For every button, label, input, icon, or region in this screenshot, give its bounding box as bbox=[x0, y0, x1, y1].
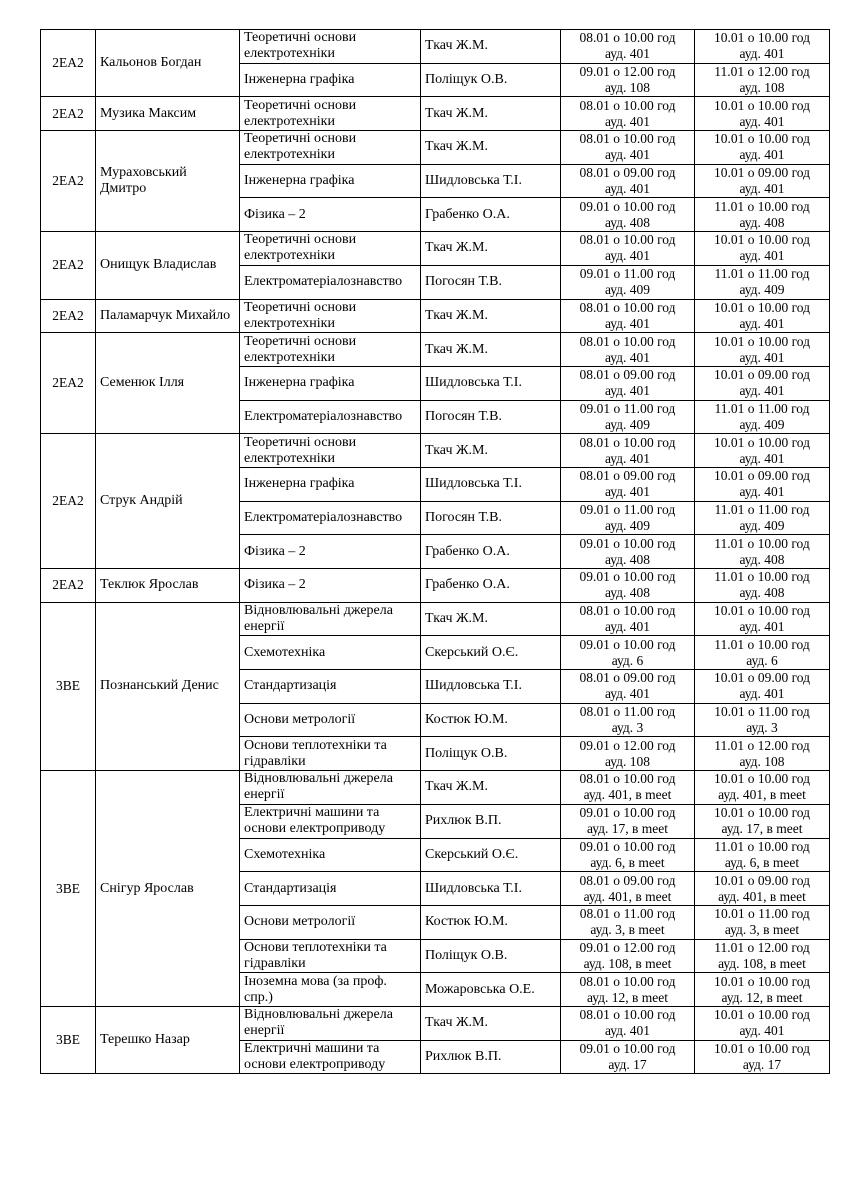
room-line: ауд. 401 bbox=[739, 248, 785, 264]
exam-date-cell bbox=[561, 164, 695, 198]
retake-date-cell bbox=[695, 872, 830, 906]
date-time-line: 10.01 о 10.00 год bbox=[713, 434, 811, 450]
subject-cell: Теоретичні основи електротехніки bbox=[240, 97, 421, 131]
teacher-cell: Погосян Т.В. bbox=[421, 265, 561, 299]
exam-date-cell bbox=[561, 97, 695, 131]
teacher-cell: Погосян Т.В. bbox=[421, 501, 561, 535]
teacher-cell: Костюк Ю.М. bbox=[421, 703, 561, 737]
room-line: ауд. 401 bbox=[739, 619, 785, 635]
date-time-line: 08.01 о 10.00 год bbox=[579, 232, 676, 248]
group-cell: 2ЕА2 bbox=[41, 569, 96, 603]
exam-date-cell bbox=[561, 63, 695, 97]
teacher-cell: Ткач Ж.М. bbox=[421, 602, 561, 636]
retake-date-cell bbox=[695, 771, 830, 805]
date-time-line: 08.01 о 09.00 год bbox=[579, 367, 676, 383]
date-time-line: 11.01 о 11.00 год bbox=[714, 400, 810, 416]
room-line: ауд. 401 bbox=[604, 450, 651, 466]
date-time-line: 08.01 о 09.00 год bbox=[579, 872, 676, 888]
teacher-cell: Ткач Ж.М. bbox=[421, 30, 561, 64]
room-line: ауд. 401 bbox=[604, 619, 651, 635]
retake-date-cell bbox=[695, 569, 830, 603]
group-cell: 2ЕА2 bbox=[41, 30, 96, 97]
retake-date-cell bbox=[695, 703, 830, 737]
date-time-line: 09.01 о 10.00 год bbox=[579, 569, 676, 585]
room-line: ауд. 401 bbox=[604, 46, 651, 62]
retake-date-cell bbox=[695, 838, 830, 872]
room-line: ауд. 401 bbox=[739, 181, 785, 197]
room-line: ауд. 408 bbox=[739, 585, 785, 601]
room-line: ауд. 108 bbox=[739, 80, 785, 96]
date-time-line: 10.01 о 10.00 год bbox=[713, 131, 811, 147]
retake-date-cell bbox=[695, 501, 830, 535]
exam-date-cell bbox=[561, 602, 695, 636]
room-line: ауд. 409 bbox=[739, 282, 785, 298]
subject-cell: Відновлювальні джерела енергії bbox=[240, 1006, 421, 1040]
exam-date-cell bbox=[561, 905, 695, 939]
date-time-line: 08.01 о 09.00 год bbox=[579, 670, 676, 686]
room-line: ауд. 401, в meet bbox=[583, 888, 672, 904]
group-cell: 2ЕА2 bbox=[41, 434, 96, 569]
room-line: ауд. 108, в meet bbox=[718, 955, 806, 971]
date-time-line: 08.01 о 10.00 год bbox=[579, 603, 676, 619]
exam-date-cell bbox=[561, 535, 695, 569]
room-line: ауд. 401 bbox=[739, 484, 785, 500]
retake-date-cell bbox=[695, 299, 830, 333]
date-time-line: 08.01 о 09.00 год bbox=[579, 165, 676, 181]
subject-cell: Стандартизація bbox=[240, 670, 421, 704]
subject-cell: Інженерна графіка bbox=[240, 366, 421, 400]
room-line: ауд. 401 bbox=[739, 686, 785, 702]
subject-cell: Теоретичні основи електротехніки bbox=[240, 299, 421, 333]
room-line: ауд. 408 bbox=[739, 551, 785, 567]
teacher-cell: Ткач Ж.М. bbox=[421, 299, 561, 333]
subject-cell: Інженерна графіка bbox=[240, 467, 421, 501]
date-time-line: 10.01 о 10.00 год bbox=[713, 603, 811, 619]
teacher-cell: Ткач Ж.М. bbox=[421, 434, 561, 468]
table-row bbox=[41, 569, 830, 603]
room-line: ауд. 17, в meet bbox=[586, 821, 669, 837]
room-line: ауд. 408 bbox=[604, 551, 651, 567]
room-line: ауд. 401 bbox=[604, 686, 651, 702]
date-time-line: 11.01 о 12.00 год bbox=[714, 737, 810, 753]
group-cell: 2ЕА2 bbox=[41, 97, 96, 131]
room-line: ауд. 401 bbox=[604, 1023, 651, 1039]
table-row bbox=[41, 602, 830, 636]
retake-date-cell bbox=[695, 400, 830, 434]
teacher-cell: Костюк Ю.М. bbox=[421, 905, 561, 939]
exam-date-cell bbox=[561, 569, 695, 603]
date-time-line: 11.01 о 10.00 год bbox=[714, 535, 810, 551]
teacher-cell: Шидловська Т.І. bbox=[421, 670, 561, 704]
date-time-line: 10.01 о 10.00 год bbox=[713, 30, 811, 46]
date-time-line: 09.01 о 10.00 год bbox=[579, 198, 676, 214]
room-line: ауд. 401, в meet bbox=[583, 787, 672, 803]
teacher-cell: Ткач Ж.М. bbox=[421, 232, 561, 266]
teacher-cell: Ткач Ж.М. bbox=[421, 771, 561, 805]
table-row bbox=[41, 97, 830, 131]
room-line: ауд. 3, в meet bbox=[590, 922, 665, 938]
subject-cell: Теоретичні основи електротехніки bbox=[240, 333, 421, 367]
teacher-cell: Ткач Ж.М. bbox=[421, 97, 561, 131]
subject-cell: Електроматеріалознавство bbox=[240, 400, 421, 434]
teacher-cell: Рихлюк В.П. bbox=[421, 804, 561, 838]
subject-cell: Схемотехніка bbox=[240, 838, 421, 872]
student-name-cell: Музика Максим bbox=[96, 97, 240, 131]
room-line: ауд. 409 bbox=[739, 416, 785, 432]
schedule-page bbox=[40, 29, 829, 1074]
room-line: ауд. 12, в meet bbox=[586, 989, 669, 1005]
subject-cell: Теоретичні основи електротехніки bbox=[240, 131, 421, 165]
date-time-line: 09.01 о 10.00 год bbox=[579, 838, 676, 854]
date-time-line: 08.01 о 10.00 год bbox=[579, 30, 676, 46]
student-name-cell: Семенюк Ілля bbox=[96, 333, 240, 434]
retake-date-cell bbox=[695, 366, 830, 400]
room-line: ауд. 401 bbox=[739, 46, 785, 62]
date-time-line: 08.01 о 11.00 год bbox=[579, 704, 676, 720]
table-row bbox=[41, 131, 830, 165]
teacher-cell: Шидловська Т.І. bbox=[421, 872, 561, 906]
group-cell: 3ВЕ bbox=[41, 1006, 96, 1073]
teacher-cell: Шидловська Т.І. bbox=[421, 366, 561, 400]
subject-cell: Основи метрології bbox=[240, 703, 421, 737]
room-line: ауд. 401 bbox=[739, 450, 785, 466]
date-time-line: 09.01 о 10.00 год bbox=[579, 805, 676, 821]
retake-date-cell bbox=[695, 131, 830, 165]
subject-cell: Електроматеріалознавство bbox=[240, 501, 421, 535]
teacher-cell: Скерський О.Є. bbox=[421, 636, 561, 670]
subject-cell: Основи теплотехніки та гідравліки bbox=[240, 939, 421, 973]
date-time-line: 11.01 о 12.00 год bbox=[714, 939, 810, 955]
room-line: ауд. 409 bbox=[604, 517, 651, 533]
date-time-line: 10.01 о 09.00 год bbox=[713, 670, 811, 686]
retake-date-cell bbox=[695, 939, 830, 973]
retake-date-cell bbox=[695, 97, 830, 131]
room-line: ауд. 108 bbox=[604, 80, 651, 96]
subject-cell: Основи теплотехніки та гідравліки bbox=[240, 737, 421, 771]
date-time-line: 11.01 о 10.00 год bbox=[714, 198, 810, 214]
room-line: ауд. 6 bbox=[746, 652, 778, 668]
retake-date-cell bbox=[695, 905, 830, 939]
retake-date-cell bbox=[695, 467, 830, 501]
exam-date-cell bbox=[561, 265, 695, 299]
room-line: ауд. 108 bbox=[739, 753, 785, 769]
date-time-line: 10.01 о 10.00 год bbox=[713, 1040, 811, 1056]
group-cell: 3ВЕ bbox=[41, 771, 96, 1007]
room-line: ауд. 3 bbox=[746, 720, 778, 736]
teacher-cell: Можаровська О.Е. bbox=[421, 973, 561, 1007]
table-row bbox=[41, 299, 830, 333]
exam-date-cell bbox=[561, 333, 695, 367]
date-time-line: 08.01 о 10.00 год bbox=[579, 771, 676, 787]
date-time-line: 09.01 о 11.00 год bbox=[579, 501, 676, 517]
room-line: ауд. 401 bbox=[604, 248, 651, 264]
room-line: ауд. 401, в meet bbox=[718, 888, 806, 904]
student-name-cell: Струк Андрій bbox=[96, 434, 240, 569]
subject-cell: Стандартизація bbox=[240, 872, 421, 906]
teacher-cell: Шидловська Т.І. bbox=[421, 164, 561, 198]
date-time-line: 10.01 о 11.00 год bbox=[714, 704, 810, 720]
subject-cell: Фізика – 2 bbox=[240, 569, 421, 603]
teacher-cell: Поліщук О.В. bbox=[421, 63, 561, 97]
retake-date-cell bbox=[695, 164, 830, 198]
subject-cell: Відновлювальні джерела енергії bbox=[240, 602, 421, 636]
date-time-line: 10.01 о 09.00 год bbox=[713, 872, 811, 888]
room-line: ауд. 401 bbox=[739, 147, 785, 163]
table-row bbox=[41, 1006, 830, 1040]
room-line: ауд. 409 bbox=[604, 282, 651, 298]
room-line: ауд. 409 bbox=[739, 517, 785, 533]
exam-date-cell bbox=[561, 872, 695, 906]
student-name-cell: Онищук Владислав bbox=[96, 232, 240, 299]
room-line: ауд. 3 bbox=[611, 720, 644, 736]
room-line: ауд. 401 bbox=[604, 349, 651, 365]
teacher-cell: Поліщук О.В. bbox=[421, 939, 561, 973]
date-time-line: 11.01 о 11.00 год bbox=[714, 266, 810, 282]
room-line: ауд. 17, в meet bbox=[721, 821, 803, 837]
room-line: ауд. 401 bbox=[604, 147, 651, 163]
student-name-cell: Познанський Денис bbox=[96, 602, 240, 770]
date-time-line: 08.01 о 10.00 год bbox=[579, 333, 676, 349]
teacher-cell: Поліщук О.В. bbox=[421, 737, 561, 771]
room-line: ауд. 17 bbox=[742, 1056, 782, 1072]
exam-schedule-table bbox=[40, 29, 830, 1074]
subject-cell: Відновлювальні джерела енергії bbox=[240, 771, 421, 805]
room-line: ауд. 408 bbox=[739, 214, 785, 230]
group-cell: 2ЕА2 bbox=[41, 299, 96, 333]
exam-date-cell bbox=[561, 198, 695, 232]
retake-date-cell bbox=[695, 535, 830, 569]
room-line: ауд. 12, в meet bbox=[721, 989, 803, 1005]
date-time-line: 09.01 о 12.00 год bbox=[579, 939, 676, 955]
date-time-line: 10.01 о 10.00 год bbox=[713, 973, 811, 989]
exam-date-cell bbox=[561, 838, 695, 872]
retake-date-cell bbox=[695, 30, 830, 64]
group-cell: 3ВЕ bbox=[41, 602, 96, 770]
date-time-line: 10.01 о 09.00 год bbox=[713, 367, 811, 383]
room-line: ауд. 408 bbox=[604, 585, 651, 601]
teacher-cell: Погосян Т.В. bbox=[421, 400, 561, 434]
room-line: ауд. 6, в meet bbox=[590, 854, 665, 870]
date-time-line: 08.01 о 10.00 год bbox=[579, 973, 676, 989]
exam-date-cell bbox=[561, 366, 695, 400]
exam-date-cell bbox=[561, 501, 695, 535]
date-time-line: 10.01 о 10.00 год bbox=[713, 805, 811, 821]
retake-date-cell bbox=[695, 265, 830, 299]
date-time-line: 10.01 о 10.00 год bbox=[713, 232, 811, 248]
group-cell: 2ЕА2 bbox=[41, 131, 96, 232]
teacher-cell: Шидловська Т.І. bbox=[421, 467, 561, 501]
date-time-line: 11.01 о 10.00 год bbox=[714, 569, 810, 585]
table-row bbox=[41, 333, 830, 367]
exam-date-cell bbox=[561, 1006, 695, 1040]
student-name-cell: Мураховський Дмитро bbox=[96, 131, 240, 232]
retake-date-cell bbox=[695, 198, 830, 232]
student-name-cell: Терешко Назар bbox=[96, 1006, 240, 1073]
room-line: ауд. 401 bbox=[604, 383, 651, 399]
retake-date-cell bbox=[695, 1040, 830, 1074]
student-name-cell: Кальонов Богдан bbox=[96, 30, 240, 97]
subject-cell: Теоретичні основи електротехніки bbox=[240, 30, 421, 64]
date-time-line: 09.01 о 10.00 год bbox=[579, 636, 676, 652]
subject-cell: Електричні машини та основи електроприводу bbox=[240, 804, 421, 838]
room-line: ауд. 401 bbox=[739, 113, 785, 129]
room-line: ауд. 401 bbox=[604, 484, 651, 500]
subject-cell: Інженерна графіка bbox=[240, 63, 421, 97]
date-time-line: 09.01 о 10.00 год bbox=[579, 535, 676, 551]
table-row bbox=[41, 771, 830, 805]
group-cell: 2ЕА2 bbox=[41, 232, 96, 299]
exam-date-cell bbox=[561, 771, 695, 805]
subject-cell: Схемотехніка bbox=[240, 636, 421, 670]
date-time-line: 11.01 о 10.00 год bbox=[714, 636, 810, 652]
retake-date-cell bbox=[695, 973, 830, 1007]
teacher-cell: Ткач Ж.М. bbox=[421, 131, 561, 165]
teacher-cell: Грабенко О.А. bbox=[421, 198, 561, 232]
subject-cell: Фізика – 2 bbox=[240, 535, 421, 569]
retake-date-cell bbox=[695, 737, 830, 771]
table-row bbox=[41, 434, 830, 468]
subject-cell: Інженерна графіка bbox=[240, 164, 421, 198]
retake-date-cell bbox=[695, 670, 830, 704]
student-name-cell: Теклюк Ярослав bbox=[96, 569, 240, 603]
exam-date-cell bbox=[561, 232, 695, 266]
room-line: ауд. 6, в meet bbox=[724, 854, 800, 870]
date-time-line: 08.01 о 09.00 год bbox=[579, 468, 676, 484]
exam-date-cell bbox=[561, 636, 695, 670]
retake-date-cell bbox=[695, 63, 830, 97]
table-row bbox=[41, 30, 830, 64]
retake-date-cell bbox=[695, 602, 830, 636]
subject-cell: Іноземна мова (за проф. спр.) bbox=[240, 973, 421, 1007]
student-name-cell: Снігур Ярослав bbox=[96, 771, 240, 1007]
date-time-line: 08.01 о 11.00 год bbox=[579, 906, 676, 922]
date-time-line: 10.01 о 10.00 год bbox=[713, 1007, 811, 1023]
date-time-line: 11.01 о 12.00 год bbox=[714, 64, 810, 80]
exam-date-cell bbox=[561, 670, 695, 704]
exam-date-cell bbox=[561, 737, 695, 771]
subject-cell: Електроматеріалознавство bbox=[240, 265, 421, 299]
group-cell: 2ЕА2 bbox=[41, 333, 96, 434]
subject-cell: Теоретичні основи електротехніки bbox=[240, 434, 421, 468]
room-line: ауд. 408 bbox=[604, 214, 651, 230]
exam-date-cell bbox=[561, 30, 695, 64]
exam-date-cell bbox=[561, 973, 695, 1007]
room-line: ауд. 401 bbox=[604, 181, 651, 197]
teacher-cell: Грабенко О.А. bbox=[421, 569, 561, 603]
room-line: ауд. 3, в meet bbox=[724, 922, 800, 938]
teacher-cell: Ткач Ж.М. bbox=[421, 1006, 561, 1040]
exam-date-cell bbox=[561, 299, 695, 333]
exam-date-cell bbox=[561, 467, 695, 501]
date-time-line: 08.01 о 10.00 год bbox=[579, 1007, 676, 1023]
subject-cell: Електричні машини та основи електроприводу bbox=[240, 1040, 421, 1074]
room-line: ауд. 108, в meet bbox=[583, 955, 672, 971]
room-line: ауд. 17 bbox=[608, 1056, 647, 1072]
room-line: ауд. 409 bbox=[604, 416, 651, 432]
room-line: ауд. 401 bbox=[739, 383, 785, 399]
date-time-line: 08.01 о 10.00 год bbox=[579, 131, 676, 147]
room-line: ауд. 401 bbox=[604, 315, 651, 331]
room-line: ауд. 6 bbox=[611, 652, 644, 668]
date-time-line: 10.01 о 09.00 год bbox=[713, 468, 811, 484]
room-line: ауд. 401 bbox=[604, 113, 651, 129]
subject-cell: Фізика – 2 bbox=[240, 198, 421, 232]
teacher-cell: Рихлюк В.П. bbox=[421, 1040, 561, 1074]
date-time-line: 11.01 о 10.00 год bbox=[714, 838, 810, 854]
date-time-line: 09.01 о 11.00 год bbox=[579, 400, 676, 416]
date-time-line: 10.01 о 09.00 год bbox=[713, 165, 811, 181]
retake-date-cell bbox=[695, 804, 830, 838]
teacher-cell: Грабенко О.А. bbox=[421, 535, 561, 569]
room-line: ауд. 401, в meet bbox=[718, 787, 806, 803]
date-time-line: 09.01 о 11.00 год bbox=[579, 266, 676, 282]
date-time-line: 10.01 о 10.00 год bbox=[713, 333, 811, 349]
date-time-line: 10.01 о 10.00 год bbox=[713, 299, 811, 315]
date-time-line: 10.01 о 11.00 год bbox=[714, 906, 810, 922]
retake-date-cell bbox=[695, 333, 830, 367]
student-name-cell: Паламарчук Михайло bbox=[96, 299, 240, 333]
exam-date-cell bbox=[561, 131, 695, 165]
exam-date-cell bbox=[561, 804, 695, 838]
date-time-line: 09.01 о 12.00 год bbox=[579, 64, 676, 80]
schedule-body bbox=[41, 30, 830, 1074]
retake-date-cell bbox=[695, 434, 830, 468]
date-time-line: 09.01 о 10.00 год bbox=[579, 1040, 676, 1056]
exam-date-cell bbox=[561, 400, 695, 434]
room-line: ауд. 401 bbox=[739, 1023, 785, 1039]
room-line: ауд. 401 bbox=[739, 349, 785, 365]
subject-cell: Теоретичні основи електротехніки bbox=[240, 232, 421, 266]
date-time-line: 10.01 о 10.00 год bbox=[713, 97, 811, 113]
teacher-cell: Скерський О.Є. bbox=[421, 838, 561, 872]
date-time-line: 10.01 о 10.00 год bbox=[713, 771, 811, 787]
exam-date-cell bbox=[561, 703, 695, 737]
date-time-line: 11.01 о 11.00 год bbox=[714, 501, 810, 517]
date-time-line: 09.01 о 12.00 год bbox=[579, 737, 676, 753]
teacher-cell: Ткач Ж.М. bbox=[421, 333, 561, 367]
date-time-line: 08.01 о 10.00 год bbox=[579, 299, 676, 315]
subject-cell: Основи метрології bbox=[240, 905, 421, 939]
retake-date-cell bbox=[695, 636, 830, 670]
room-line: ауд. 108 bbox=[604, 753, 651, 769]
retake-date-cell bbox=[695, 1006, 830, 1040]
exam-date-cell bbox=[561, 434, 695, 468]
table-row bbox=[41, 232, 830, 266]
date-time-line: 08.01 о 10.00 год bbox=[579, 434, 676, 450]
exam-date-cell bbox=[561, 1040, 695, 1074]
exam-date-cell bbox=[561, 939, 695, 973]
room-line: ауд. 401 bbox=[739, 315, 785, 331]
retake-date-cell bbox=[695, 232, 830, 266]
date-time-line: 08.01 о 10.00 год bbox=[579, 97, 676, 113]
